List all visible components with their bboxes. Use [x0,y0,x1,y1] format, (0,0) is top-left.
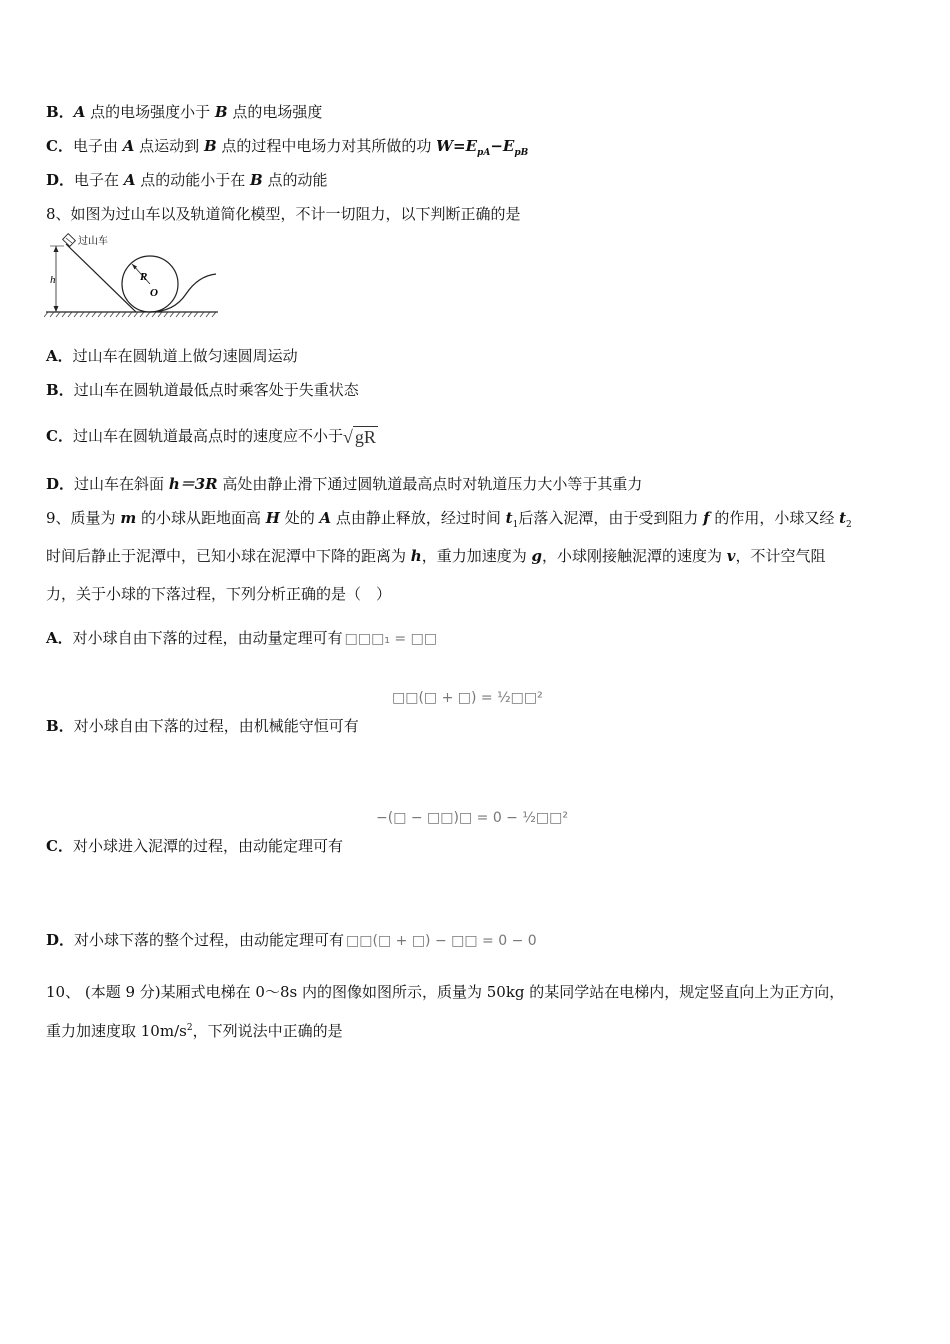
q9-stem-line1: 9、质量为 m 的小球从距地面高 H 处的 A 点由静止释放，经过时间 $t_1$后落入泥潭，由于受到阻力 f 的作用，小球又经 $t_2$ [46,509,852,530]
sqrt-formula: √ gR [342,427,376,447]
q8-option-a: A．过山车在圆轨道上做匀速圆周运动 [46,347,298,365]
q10-stem-line2: 重力加速度取 $10m/s^2$，下列说法中正确的是 [46,1022,343,1040]
q9-option-d: D．对小球下落的整个过程，由动能定理可有 □□(□ + □) − □□ = 0 − 0 [46,931,537,949]
q9-option-a: A．对小球自由下落的过程，由动量定理可有 □□□₁ = □□ [46,629,438,647]
q8-option-d: D．过山车在斜面 h＝3R 高处由静止滑下通过圆轨道最高点时对轨道压力大小等于其重力 [46,475,643,493]
q9-stem-line2: 时间后静止于泥潭中，已知小球在泥潭中下降的距离为 h，重力加速度为 g，小球刚接触泥潭的速度为 v，不计空气阻 [46,547,826,565]
ground-hatch [44,312,216,317]
option-letter: B [46,717,59,735]
option-letter: B [46,381,59,399]
momentum-formula: □□□₁ = □□ [344,631,438,647]
work-energy-formula-d: □□(□ + □) − □□ = 0 − 0 [346,933,537,949]
option-letter: C [46,137,58,155]
option-letter: C [46,837,58,855]
q7-option-d: D．电子在 A 点的动能小于在 B 点的动能 [46,171,328,189]
q8-stem: 8、如图为过山车以及轨道简化模型，不计一切阻力，以下判断正确的是 [46,205,521,223]
q10-stem-line1: 10、 (本题 9 分)某厢式电梯在 0～8s 内的图像如图所示，质量为 50kg 的某同学站在电梯内，规定竖直向上为正方向， [46,983,845,1001]
q7-option-b: B．A 点的电场强度小于 B 点的电场强度 [46,103,323,121]
h-label: h [50,274,56,286]
incline-track [66,244,136,312]
option-letter: D [46,171,60,189]
q9-option-c: C．对小球进入泥潭的过程，由动能定理可有 [46,837,343,855]
o-label: O [150,287,158,299]
q7-option-c: C．电子由 A 点运动到 B 点的过程中电场力对其所做的功 $W=E_{pA}-E_{pB}$ [46,137,529,158]
car-label: 过山车 [78,236,108,247]
option-letter: A [46,629,58,647]
option-letter: B [46,103,59,121]
roller-coaster-diagram [44,232,224,322]
work-energy-formula-c: −(□ − □□)□ = 0 − ½□□² [376,810,569,826]
work-formula: W=E [436,137,478,155]
q8-option-c: C．过山车在圆轨道最高点时的速度应不小于√ gR [46,427,376,447]
q9-stem-line3: 力，关于小球的下落过程，下列分析正确的是（ ） [46,585,392,603]
q8-option-b: B．过山车在圆轨道最低点时乘客处于失重状态 [46,381,359,399]
option-letter: D [46,931,60,949]
q9-option-b: B．对小球自由下落的过程，由机械能守恒可有 [46,717,359,735]
option-letter: C [46,427,58,445]
option-letter: D [46,475,60,493]
option-letter: A [46,347,58,365]
coaster-car-icon [63,234,76,247]
energy-conservation-formula: □□(□ + □) = ½□□² [392,690,543,706]
r-label: R [140,271,148,283]
exit-track [150,274,216,312]
